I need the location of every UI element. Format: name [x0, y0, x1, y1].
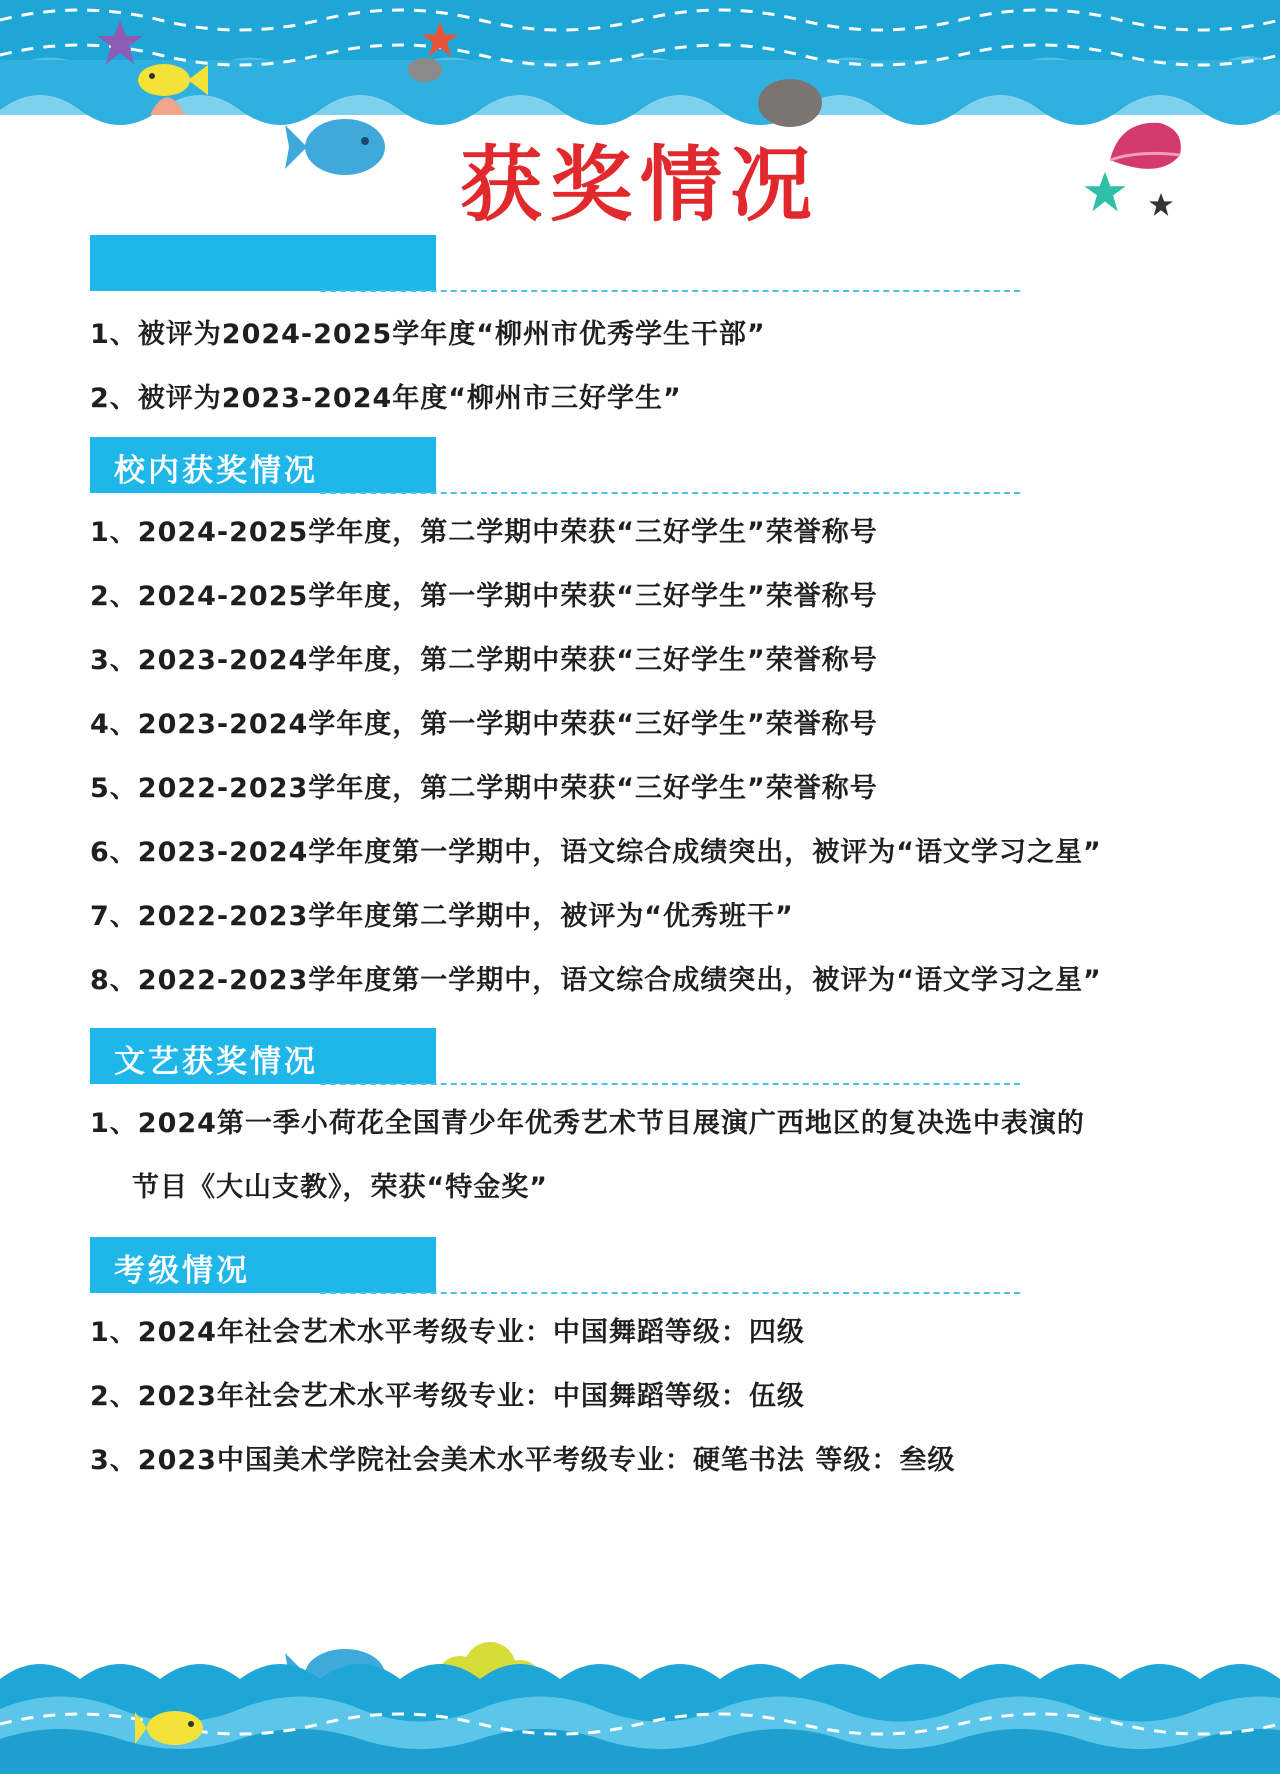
section-header [90, 1237, 1020, 1293]
shell-icon [145, 80, 190, 120]
section-divider [320, 492, 1020, 494]
section-title-bar [90, 235, 436, 291]
list-item: 1、2024-2025学年度，第二学期中荣获“三好学生”荣誉称号 [90, 517, 878, 548]
list-item [90, 1092, 1180, 1220]
section-school-awards [90, 437, 1102, 1013]
list-item: 5、2022-2023学年度，第二学期中荣获“三好学生”荣誉称号 [90, 773, 878, 804]
section-header [90, 1028, 1020, 1084]
grading-list [90, 1301, 1020, 1493]
red-starfish-icon [420, 20, 460, 60]
section-city-awards [90, 235, 1020, 431]
list-item: 2、2023年社会艺术水平考级专业：中国舞蹈等级：伍级 [90, 1381, 805, 1412]
list-item: 1、2024年社会艺术水平考级专业：中国舞蹈等级：四级 [90, 1317, 805, 1348]
list-item: 7、2022-2023学年度第二学期中，被评为“优秀班干” [90, 901, 794, 932]
award-list [90, 303, 1020, 431]
section-title: 校内获奖情况 [114, 453, 318, 489]
section-art-awards [90, 1028, 1085, 1220]
page-title: 获奖情况 [459, 138, 820, 233]
list-item: 2、被评为2023-2024年度“柳州市三好学生” [90, 383, 682, 414]
list-item: 4、2023-2024学年度，第一学期中荣获“三好学生”荣誉称号 [90, 709, 878, 740]
section-title: 文艺获奖情况 [114, 1044, 318, 1080]
yellow-fish-icon [135, 1700, 225, 1755]
section-grading [90, 1237, 1020, 1493]
list-item: 3、2023-2024学年度，第二学期中荣获“三好学生”荣誉称号 [90, 645, 878, 676]
award-list [90, 501, 1102, 1013]
list-item-continuation: 节目《大山支教》，荣获“特金奖” [132, 1172, 548, 1203]
section-divider [320, 290, 1020, 292]
list-item-text: 1、2024第一季小荷花全国青少年优秀艺术节目展演广西地区的复决选中表演的 [90, 1108, 1085, 1139]
section-header [90, 437, 1020, 493]
list-item: 6、2023-2024学年度第一学期中，语文综合成绩突出，被评为“语文学习之星” [90, 837, 1102, 868]
list-item: 8、2022-2023学年度第一学期中，语文综合成绩突出，被评为“语文学习之星” [90, 965, 1102, 996]
list-item: 1、被评为2024-2025学年度“柳州市优秀学生干部” [90, 319, 766, 350]
section-header [90, 235, 1020, 291]
list-item: 3、2023中国美术学院社会美术水平考级专业：硬笔书法 等级：叁级 [90, 1445, 956, 1476]
section-title: 考级情况 [114, 1253, 250, 1289]
award-list [90, 1092, 1085, 1220]
list-item: 2、2024-2025学年度，第一学期中荣获“三好学生”荣誉称号 [90, 581, 878, 612]
section-divider [320, 1292, 1020, 1294]
section-divider [320, 1083, 1020, 1085]
